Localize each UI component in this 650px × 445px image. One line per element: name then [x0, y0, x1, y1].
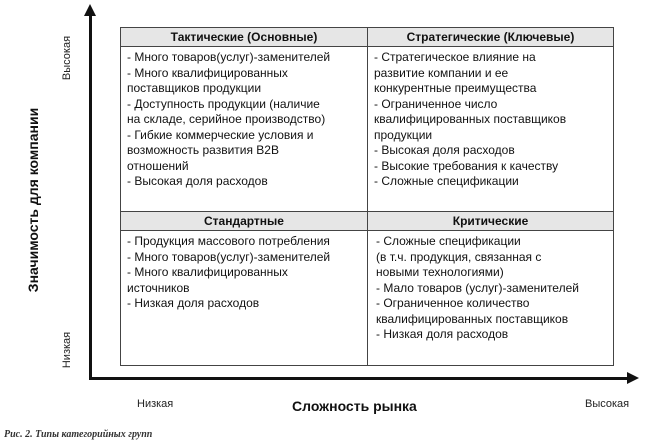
quadrant-item: - Ограниченное число — [374, 96, 498, 111]
y-axis-arrow-icon — [84, 4, 96, 16]
quadrant-item: - Стратегическое влияние на — [374, 50, 536, 64]
quadrant-item: - Ограниченное количество — [376, 296, 530, 310]
quadrant-tactical-items — [121, 47, 367, 190]
quadrant-item: - Много товаров(услуг)-заменителей — [127, 50, 331, 64]
quadrant-item: квалифицированных поставщиков — [374, 112, 567, 126]
figure-caption: Рис. 2. Типы категорийных групп — [4, 429, 153, 440]
x-axis-high-label: Высокая — [585, 398, 630, 410]
quadrant-strategic-items — [368, 47, 613, 190]
quadrant-item: - Гибкие коммерческие условия и — [127, 127, 314, 142]
x-axis-title: Сложность рынка — [292, 398, 417, 414]
x-axis-low-label: Низкая — [137, 398, 174, 410]
quadrant-item: - Мало товаров (услуг)-заменителей — [376, 280, 579, 295]
quadrant-item: - Продукция массового потребления — [127, 234, 330, 248]
quadrant-item: квалифицированных поставщиков — [376, 311, 569, 326]
quadrant-item: - Высокая доля расходов — [127, 174, 268, 188]
y-axis-low-label: Низкая — [61, 331, 73, 369]
x-axis-arrow-icon — [627, 372, 639, 384]
quadrant-item: продукции — [374, 127, 433, 142]
quadrant-standard-title: Стандартные — [121, 212, 367, 231]
quadrant-critical-items — [368, 231, 613, 343]
quadrant-item: конкурентные преимущества — [374, 81, 537, 95]
quadrant-item: новыми технологиями) — [376, 265, 504, 279]
quadrant-item: - Сложные спецификации — [374, 174, 519, 188]
quadrant-item: - Высокие требования к качеству — [374, 158, 559, 173]
quadrant-tactical-title: Тактические (Основные) — [121, 28, 367, 47]
quadrant-item: (в т.ч. продукция, связанная с — [376, 249, 542, 264]
quadrant-critical — [368, 212, 613, 343]
quadrant-critical-title: Критические — [368, 212, 613, 231]
quadrant-item: отношений — [127, 158, 189, 173]
quadrant-item: возможность развития B2B — [127, 143, 279, 157]
quadrant-item: источников — [127, 280, 190, 295]
quadrant-standard — [121, 212, 367, 312]
quadrant-item: - Много товаров(услуг)-заменителей — [127, 249, 331, 264]
quadrant-item: - Сложные спецификации — [376, 234, 521, 248]
quadrant-item: поставщиков продукции — [127, 81, 262, 95]
y-axis-line — [89, 14, 92, 380]
x-axis-line — [89, 377, 629, 380]
quadrant-item: - Высокая доля расходов — [374, 143, 515, 157]
quadrant-strategic — [368, 28, 613, 190]
quadrant-tactical — [121, 28, 367, 190]
quadrant-item: - Много квалифицированных — [127, 265, 288, 279]
quadrant-item: - Много квалифицированных — [127, 65, 288, 80]
quadrant-item: развитие компании и ее — [374, 65, 509, 80]
quadrant-item: на складе, серийное производство) — [127, 112, 326, 126]
quadrant-item: - Низкая доля расходов — [376, 327, 509, 341]
y-axis-title: Значимость для компании — [25, 107, 41, 293]
quadrant-item: - Доступность продукции (наличие — [127, 96, 320, 111]
quadrant-item: - Низкая доля расходов — [127, 296, 260, 310]
quadrant-strategic-title: Стратегические (Ключевые) — [368, 28, 613, 47]
quadrant-standard-items — [121, 231, 367, 312]
y-axis-high-label: Высокая — [61, 35, 73, 81]
